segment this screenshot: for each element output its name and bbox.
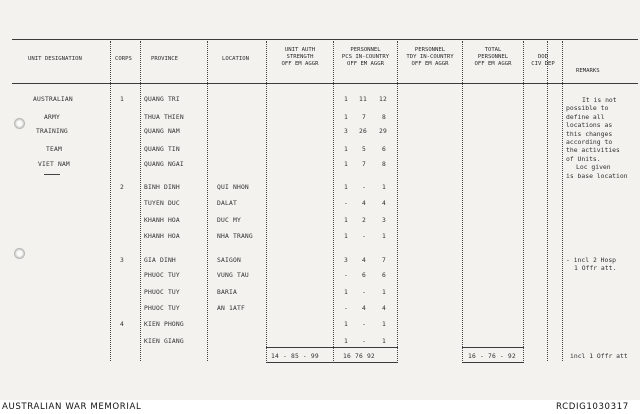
pcs-off-cell: 1 [344,114,348,121]
pcs-aggr-cell: 4 [382,305,386,312]
pcs-off-cell: - [344,272,348,279]
unit-line: AUSTRALIAN [33,96,73,103]
pcs-em-cell: 6 [362,272,366,279]
pcs-em-cell: 7 [362,114,366,121]
location-cell: AN 1ATF [217,305,245,312]
pcs-off-cell: 1 [344,146,348,153]
total-unit-auth: 14 - 85 - 99 [271,353,319,360]
header-location: LOCATION [222,56,249,62]
remark-line: 1 Offr att. [574,264,617,273]
punch-hole [14,118,25,129]
header-total-personnel [463,47,523,68]
province-cell: PHUOC TUY [144,289,180,296]
pcs-em-cell: 4 [362,257,366,264]
pcs-off-cell: 1 [344,184,348,191]
remark-text: incl 2 Hosp [573,256,617,264]
remarks-main [566,96,628,180]
pcs-aggr-cell: 3 [382,217,386,224]
header-personnel-tdy [398,47,462,68]
total-personnel-pcs: 16 76 92 [343,353,375,360]
underline-dash [44,174,60,175]
column-separator [523,41,524,361]
remark-line: locations as [566,121,613,130]
header-line: OFF EM AGGR [474,61,512,67]
province-cell: THUA THIEN [144,114,184,121]
pcs-aggr-cell: 1 [382,338,386,345]
province-cell: BINH DINH [144,184,180,191]
pcs-aggr-cell: 4 [382,200,386,207]
pcs-em-cell: 4 [362,305,366,312]
header-line: TDY IN-COUNTRY [406,54,454,60]
unit-line: ARMY [44,114,60,121]
pcs-aggr-cell: 6 [382,272,386,279]
pcs-aggr-cell: 7 [382,257,386,264]
province-cell: PHUOC TUY [144,272,180,279]
pcs-em-cell: 11 [359,96,367,103]
province-cell: KHANH HOA [144,233,180,240]
header-remarks: REMARKS [576,68,600,74]
pcs-off-cell: 3 [344,257,348,264]
header-province: PROVINCE [151,56,178,62]
unit-line: TEAM [46,146,62,153]
header-line: PERSONNEL [414,47,446,53]
header-dod [524,54,562,68]
column-separator [397,41,398,361]
location-cell: SAIGON [217,257,241,264]
unit-line: VIET NAM [38,161,70,168]
pcs-off-cell: - [344,305,348,312]
remark-line: define all [566,112,605,121]
pcs-aggr-cell: 1 [382,184,386,191]
pcs-em-cell: - [362,184,366,191]
corps-cell: 1 [120,96,124,103]
province-cell: TUYEN DUC [144,200,180,207]
punch-hole [14,248,25,259]
remark-line: of Units. [566,154,601,163]
location-cell: DUC MY [217,217,241,224]
province-cell: KIEN PHONG [144,321,184,328]
pcs-aggr-cell: 8 [382,114,386,121]
remark-line: - incl 2 Hosp [566,256,617,264]
province-cell: GIA DINH [144,257,176,264]
column-separator [547,41,548,361]
pcs-em-cell: - [362,321,366,328]
pcs-aggr-cell: 12 [379,96,387,103]
unit-line: TRAINING [36,128,68,135]
pcs-off-cell: 1 [344,96,348,103]
province-cell: PHUOC TUY [144,305,180,312]
remark-line: is base location [566,171,628,180]
totals-rule [462,347,524,348]
header-unit-designation: UNIT DESIGNATION [28,56,82,62]
pcs-aggr-cell: 1 [382,233,386,240]
remarks-saigon [566,256,616,273]
location-cell: NHA TRANG [217,233,253,240]
header-line: OFF EM AGGR [346,61,385,67]
header-line: DOD [537,54,549,60]
totals-rule [266,347,398,348]
column-separator [562,41,563,361]
column-separator [140,41,141,361]
header-personnel-pcs [334,47,397,68]
header-corps: CORPS [115,56,132,62]
pcs-em-cell: - [362,338,366,345]
remark-line: this changes [566,129,613,138]
location-cell: BARIA [217,289,237,296]
column-separator [333,41,334,361]
pcs-off-cell: 3 [344,128,348,135]
column-separator [266,41,267,361]
footer-left: AUSTRALIAN WAR MEMORIAL [2,402,142,412]
totals-bottom-rule [266,362,398,363]
pcs-off-cell: 1 [344,217,348,224]
pcs-off-cell: - [344,200,348,207]
location-cell: QUI NHON [217,184,249,191]
location-cell: VUNG TAU [217,272,249,279]
pcs-off-cell: 1 [344,321,348,328]
total-personnel: 16 - 76 - 92 [468,353,516,360]
header-bottom-rule [12,83,638,84]
province-cell: QUANG NAM [144,128,180,135]
column-separator [110,41,111,361]
remark-line: the activities [566,146,620,155]
pcs-em-cell: 4 [362,200,366,207]
corps-cell: 4 [120,321,124,328]
pcs-aggr-cell: 1 [382,289,386,296]
province-cell: KIEN GIANG [144,338,184,345]
column-separator [462,41,463,361]
province-cell: QUANG TIN [144,146,180,153]
location-cell: DALAT [217,200,237,207]
pcs-off-cell: 1 [344,289,348,296]
header-line: PCS IN-COUNTRY [341,54,390,60]
pcs-aggr-cell: 29 [379,128,387,135]
pcs-em-cell: - [362,233,366,240]
footer-right: RCDIG1030317 [556,402,629,412]
remark-line: according to [566,138,613,147]
pcs-aggr-cell: 6 [382,146,386,153]
province-cell: KHANH HOA [144,217,180,224]
remark-line: Loc given [576,163,611,172]
pcs-off-cell: 1 [344,233,348,240]
province-cell: QUANG NGAI [144,161,184,168]
pcs-off-cell: 1 [344,161,348,168]
remarks-total: incl 1 Offr att [570,352,628,360]
header-line: TOTAL [484,47,502,53]
pcs-em-cell: - [362,289,366,296]
header-line: PERSONNEL [477,54,509,60]
pcs-em-cell: 2 [362,217,366,224]
header-line: PERSONNEL [350,47,381,53]
pcs-off-cell: 1 [344,338,348,345]
pcs-em-cell: 5 [362,146,366,153]
corps-cell: 3 [120,257,124,264]
header-line: UNIT AUTH [284,47,316,53]
header-line: OFF EM AGGR [281,61,319,67]
totals-bottom-rule [462,362,524,363]
header-line: OFF EM AGGR [411,61,449,67]
table-top-rule [12,39,638,40]
corps-cell: 2 [120,184,124,191]
remark-line: possible to [566,104,609,113]
header-line: CIV DEP [531,61,555,67]
pcs-aggr-cell: 1 [382,321,386,328]
province-cell: QUANG TRI [144,96,180,103]
remark-line: It is not [582,96,617,104]
header-unit-auth [268,47,332,68]
pcs-em-cell: 7 [362,161,366,168]
pcs-em-cell: 26 [359,128,367,135]
pcs-aggr-cell: 8 [382,161,386,168]
column-separator [207,41,208,361]
header-line: STRENGTH [286,54,314,60]
